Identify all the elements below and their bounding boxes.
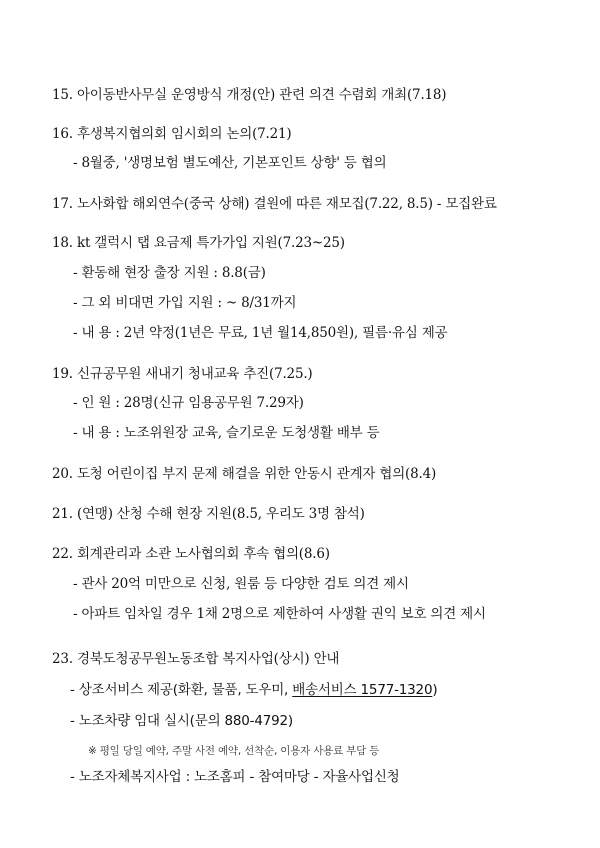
item-15: 15. 아이동반사무실 운영방식 개정(안) 관련 의견 수렴회 개최(7.18): [52, 87, 447, 103]
item-19: 19. 신규공무원 새내기 청내교육 추진(7.25.): [52, 366, 313, 382]
item-22: 22. 회계관리과 소관 노사협의회 후속 협의(8.6): [52, 546, 330, 562]
item-20: 20. 도청 어린이집 부지 문제 해결을 위한 안동시 관계자 협의(8.4): [52, 466, 437, 482]
item-17: 17. 노사화합 해외연수(중국 상해) 결원에 따른 재모집(7.22, 8.5) - 모집완료: [52, 196, 497, 212]
welfare-condolence-service: [70, 680, 437, 700]
welfare-condolence-suffix: ): [432, 682, 438, 698]
item-18-detail-2: - 그 외 비대면 가입 지원 : ~ 8/31까지: [73, 295, 297, 311]
item-23: 23. 경북도청공무원노동조합 복지사업(상시) 안내: [52, 651, 340, 667]
item-21: 21. (연맹) 산청 수해 현장 지원(8.5, 우리도 3명 참석): [52, 506, 365, 522]
welfare-vehicle-note: ※ 평일 당일 예약, 주말 사전 예약, 선착순, 이용자 사용료 부담 등: [88, 745, 380, 757]
item-18-detail-3: - 내 용 : 2년 약정(1년은 무료, 1년 월14,850원), 필름·유심 제공: [73, 325, 448, 341]
item-16: 16. 후생복지협의회 임시회의 논의(7.21): [52, 126, 292, 142]
delivery-service-link[interactable]: 배송서비스 1577-1320: [292, 682, 433, 698]
item-18-detail-1: - 환동해 현장 출장 지원 : 8.8(금): [73, 265, 266, 281]
item-19-detail-2: - 내 용 : 노조위원장 교육, 슬기로운 도청생활 배부 등: [73, 425, 380, 441]
item-19-detail-1: - 인 원 : 28명(신규 임용공무원 7.29자): [73, 395, 304, 411]
welfare-condolence-prefix: - 상조서비스 제공(화환, 물품, 도우미,: [70, 682, 293, 698]
item-18: 18. kt 갤럭시 탭 요금제 특가가입 지원(7.23~25): [52, 235, 345, 251]
item-16-detail: - 8월중, '생명보험 별도예산, 기본포인트 상향' 등 협의: [73, 155, 387, 171]
item-22-detail-1: - 관사 20억 미만으로 신청, 원룸 등 다양한 검토 의견 제시: [73, 576, 409, 592]
item-22-detail-2: - 아파트 임차일 경우 1채 2명으로 제한하여 사생활 권익 보호 의견 제시: [73, 606, 486, 622]
welfare-self-program: - 노조자체복지사업 : 노조홈피 - 참여마당 - 자율사업신청: [70, 769, 400, 785]
welfare-vehicle-rental: - 노조차량 임대 실시(문의 880-4792): [70, 713, 293, 729]
